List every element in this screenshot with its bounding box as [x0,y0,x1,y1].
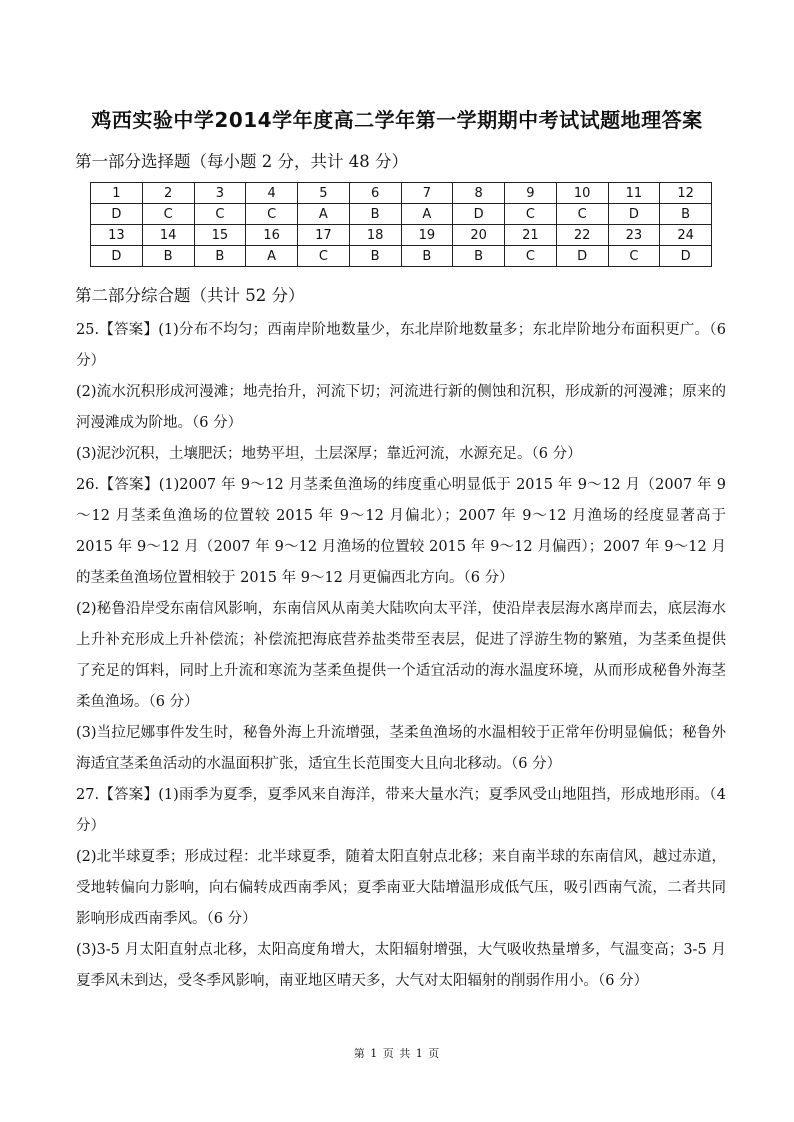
question-number-cell: 18 [349,225,401,246]
question-number-cell: 3 [194,183,246,204]
answer-cell: B [453,246,505,267]
question-number-cell: 10 [556,183,608,204]
question-number-cell: 19 [401,225,453,246]
question-number-cell: 2 [142,183,194,204]
answer-cell: B [401,246,453,267]
answer-cell: A [246,246,298,267]
question-number-cell: 8 [453,183,505,204]
answer-cell: C [505,204,557,225]
answer-cell: B [194,246,246,267]
question-number-cell: 20 [453,225,505,246]
answer-cell: C [142,204,194,225]
question-number-cell: 16 [246,225,298,246]
question-number-cell: 17 [298,225,350,246]
answer-paragraph-26-2: (2)秘鲁沿岸受东南信风影响，东南信风从南美大陆吹向太平洋，使沿岸表层海水离岸而去，底层海水上升补充形成上升补偿流；补偿流把海底营养盐类带至表层，促进了浮游生物的繁殖，为茎柔鱼提供了充足的饵料，同时上升流和寒流为茎柔鱼提供一个适宜活动的海水温度环境，从而形成秘鲁外海茎柔鱼渔场。（6 分） [76,601,726,710]
answer-paragraph-26-1: 26.【答案】(1)2007 年 9～12 月茎柔鱼渔场的纬度重心明显低于 2015 年 9～12 月（2007 年 9～12 月茎柔鱼渔场的位置较 2015 年 9～12 月偏北）；2007 年 9～12 月渔场的经度显著高于 2015 年 9～12 月（2007 年 9～12 月渔场的位置较 2015 年 9～12 月偏西）；2007 年 9～12 月的茎柔鱼渔场位置相较于 2015 年 9～12 月更偏西北方向。（6 分） [76,477,726,586]
question-number-cell: 7 [401,183,453,204]
question-number-cell: 4 [246,183,298,204]
answer-cell: C [556,204,608,225]
answer-cell: B [142,246,194,267]
question-number-cell: 5 [298,183,350,204]
question-number-cell: 21 [505,225,557,246]
answer-cell: D [608,204,660,225]
table-row [91,183,712,204]
question-number-cell: 15 [194,225,246,246]
answer-paragraph-25-1: 25.【答案】(1)分布不均匀；西南岸阶地数量少，东北岸阶地数量多；东北岸阶地分布面积更广。（6 分） [76,322,726,369]
question-number-cell: 6 [349,183,401,204]
answer-cell: D [91,246,143,267]
answer-cell: A [298,204,350,225]
question-number-cell: 1 [91,183,143,204]
question-number-cell: 24 [660,225,712,246]
answer-cell: C [505,246,557,267]
table-row [91,225,712,246]
answer-cell: A [401,204,453,225]
answer-cell: D [453,204,505,225]
answer-paragraph-26-3: (3)当拉尼娜事件发生时，秘鲁外海上升流增强，茎柔鱼渔场的水温相较于正常年份明显偏低；秘鲁外海适宜茎柔鱼活动的水温面积扩张，适宜生长范围变大且向北移动。（6 分） [76,725,726,772]
question-number-cell: 22 [556,225,608,246]
question-number-cell: 9 [505,183,557,204]
answer-paragraph-27-1: 27.【答案】(1)雨季为夏季，夏季风来自海洋，带来大量水汽；夏季风受山地阻挡，形成地形雨。（4 分） [76,787,726,834]
page-footer: 第 1 页 共 1 页 [353,1047,441,1060]
answer-cell: D [660,246,712,267]
answer-cell: B [349,204,401,225]
answer-paragraph-25-3: (3)泥沙沉积，土壤肥沃；地势平坦，土层深厚；靠近河流，水源充足。（6 分） [76,446,582,462]
section-heading-choice: 第一部分选择题（每小题 2 分，共计 48 分） [75,152,408,171]
answer-paragraph-27-2: (2)北半球夏季；形成过程：北半球夏季，随着太阳直射点北移；来自南半球的东南信风，越过赤道，受地转偏向力影响，向右偏转成西南季风；夏季南亚大陆增温形成低气压，吸引西南气流，二者共同影响形成西南季风。（6 分） [76,849,726,927]
answer-cell: C [194,204,246,225]
question-number-cell: 12 [660,183,712,204]
question-number-cell: 11 [608,183,660,204]
table-row [91,204,712,225]
table-row [91,246,712,267]
answer-paragraph-25-2: (2)流水沉积形成河漫滩；地壳抬升，河流下切；河流进行新的侧蚀和沉积，形成新的河漫滩；原来的河漫滩成为阶地。（6 分） [76,384,726,431]
question-number-cell: 14 [142,225,194,246]
answer-cell: C [298,246,350,267]
answer-cell: B [660,204,712,225]
section-heading-comprehensive: 第二部分综合题（共计 52 分） [75,286,305,305]
answer-cell: D [556,246,608,267]
question-number-cell: 13 [91,225,143,246]
answer-cell: B [349,246,401,267]
answer-cell: C [246,204,298,225]
page-title: 鸡西实验中学2014学年度高二学年第一学期期中考试试题地理答案 [91,108,703,132]
question-number-cell: 23 [608,225,660,246]
answer-paragraph-27-3: (3)3-5 月太阳直射点北移，太阳高度角增大，太阳辐射增强，大气吸收热量增多，气温变高；3-5 月夏季风未到达，受冬季风影响，南亚地区晴天多，大气对太阳辐射的削弱作用小。（6 分） [76,942,726,989]
answer-cell: C [608,246,660,267]
answer-cell: D [91,204,143,225]
answer-table [90,182,712,267]
